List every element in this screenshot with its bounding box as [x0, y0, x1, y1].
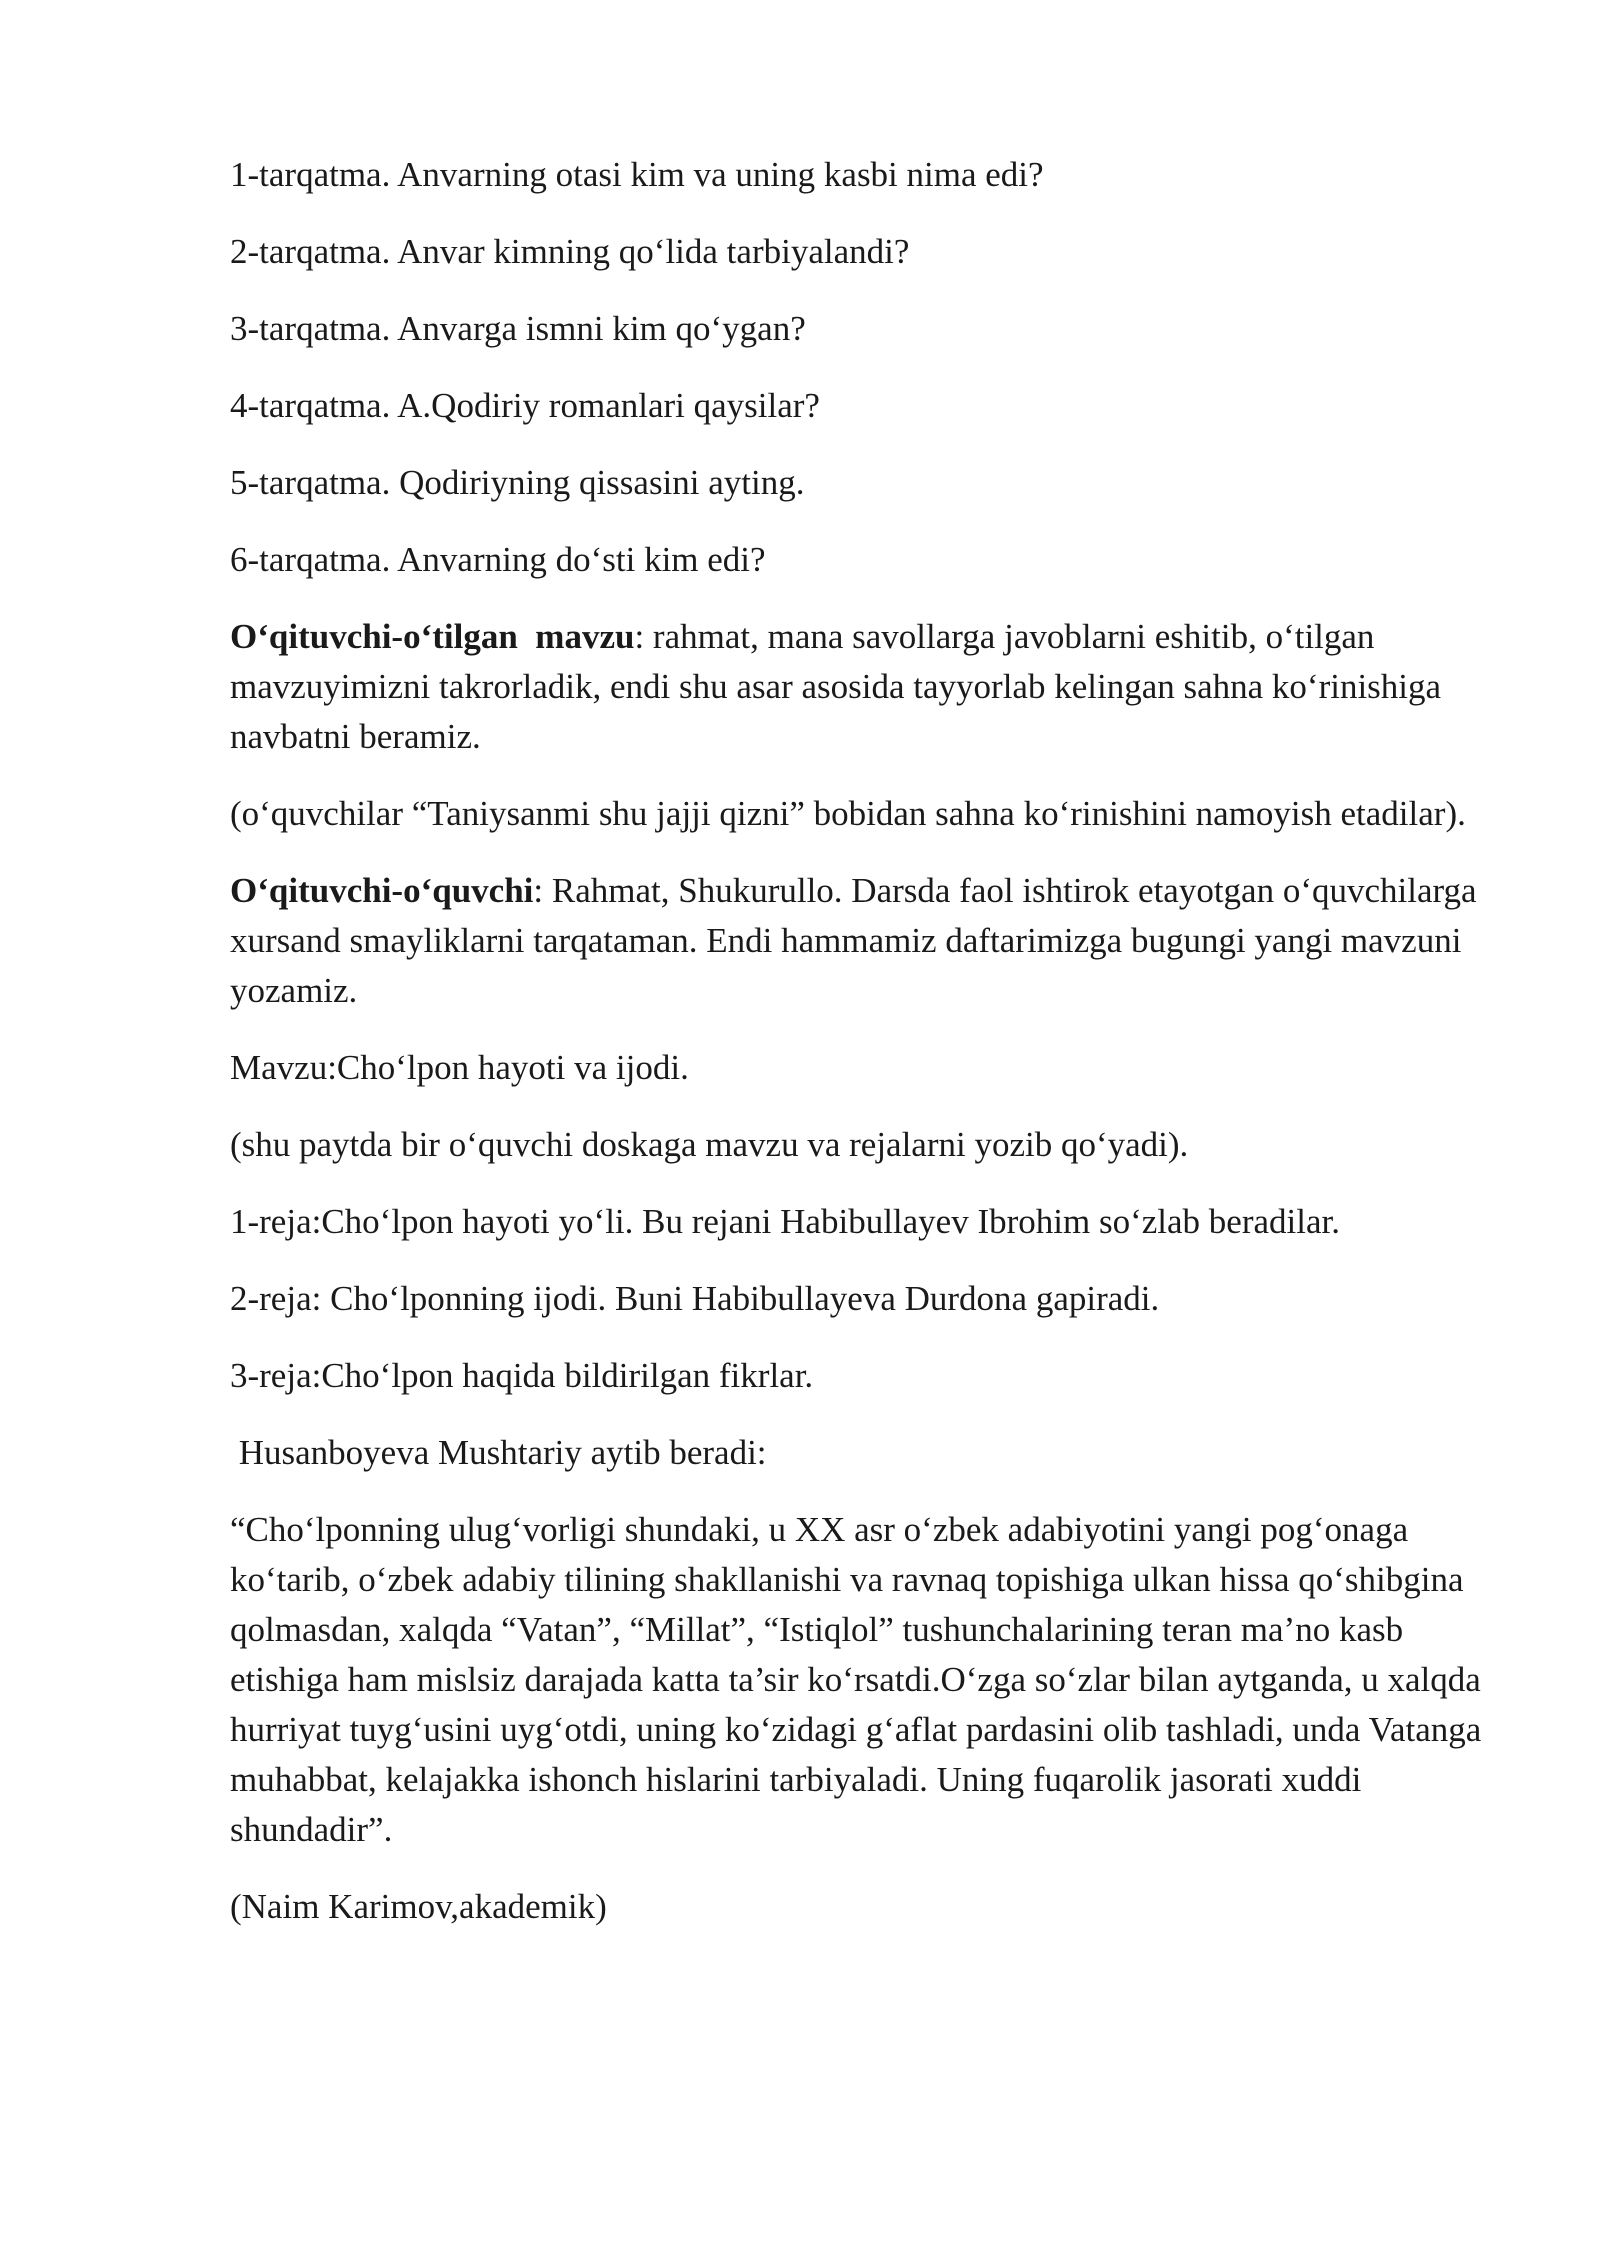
quote: “Cho‘lponning ulug‘vorligi shundaki, u XX asr o‘zbek adabiyotini yangi pog‘onaga ko‘tarib, o‘zbek adabiy tilining shakllanishi va ravnaq topishiga ulkan hissa qo‘shibgina qolmasdan, xalqda “Vatan”, “Millat”, “Istiqlol” tushunchalarining teran ma’no kasb etishiga ham mislsiz darajada katta ta’sir ko‘rsatdi.O‘zga so‘zlar bilan aytganda, u xalqda hurriyat tuyg‘usini uyg‘otdi, uning ko‘zidagi g‘aflat pardasini olib tashladi, unda Vatanga muhabbat, kelajakka ishonch hislarini tarbiyaladi. Uning fuqarolik jasorati xuddi shundadir”.: [230, 1510, 1482, 1849]
handout-3: 3-tarqatma. Anvarga ismni kim qo‘ygan?: [230, 309, 806, 348]
handout-2: 2-tarqatma. Anvar kimning qo‘lida tarbiyalandi?: [230, 232, 910, 271]
handout-5: 5-tarqatma. Qodiriyning qissasini ayting.: [230, 463, 805, 502]
document-body: [230, 150, 1500, 1959]
topic: Mavzu:Cho‘lpon hayoti va ijodi.: [230, 1048, 689, 1087]
plan-2: 2-reja: Cho‘lponning ijodi. Buni Habibullayeva Durdona gapiradi.: [230, 1279, 1160, 1318]
speaker-intro: Husanboyeva Mushtariy aytib beradi:: [230, 1433, 767, 1472]
teacher-student-paragraph: [230, 866, 1500, 1016]
handout-6: 6-tarqatma. Anvarning do‘sti kim edi?: [230, 540, 766, 579]
attribution: (Naim Karimov,akademik): [230, 1887, 607, 1926]
board-note: (shu paytda bir o‘quvchi doskaga mavzu va rejalarni yozib qo‘yadi).: [230, 1125, 1189, 1164]
teacher-student-label: O‘qituvchi-o‘quvchi: [230, 871, 534, 910]
stage-note: (o‘quvchilar “Taniysanmi shu jajji qizni” bobidan sahna ko‘rinishini namoyish etadilar).: [230, 794, 1466, 833]
handout-1: 1-tarqatma. Anvarning otasi kim va uning kasbi nima edi?: [230, 155, 1044, 194]
handout-4: 4-tarqatma. A.Qodiriy romanlari qaysilar?: [230, 386, 820, 425]
teacher-review-text: : rahmat, mana savollarga javoblarni eshitib, o‘tilgan mavzuyimizni takrorladik, endi shu asar asosida tayyorlab kelingan sahna ko‘rinishiga navbatni beramiz.: [230, 617, 1442, 756]
teacher-student-text: : Rahmat, Shukurullo. Darsda faol ishtirok etayotgan o‘quvchilarga xursand smayliklarni tarqataman. Endi hammamiz daftarimizga bugungi yangi mavzuni yozamiz.: [230, 871, 1477, 1010]
teacher-review-paragraph: [230, 612, 1500, 762]
plan-1: 1-reja:Cho‘lpon hayoti yo‘li. Bu rejani Habibullayev Ibrohim so‘zlab beradilar.: [230, 1202, 1340, 1241]
plan-3: 3-reja:Cho‘lpon haqida bildirilgan fikrlar.: [230, 1356, 814, 1395]
teacher-review-label: O‘qituvchi-o‘tilgan mavzu: [230, 617, 635, 656]
